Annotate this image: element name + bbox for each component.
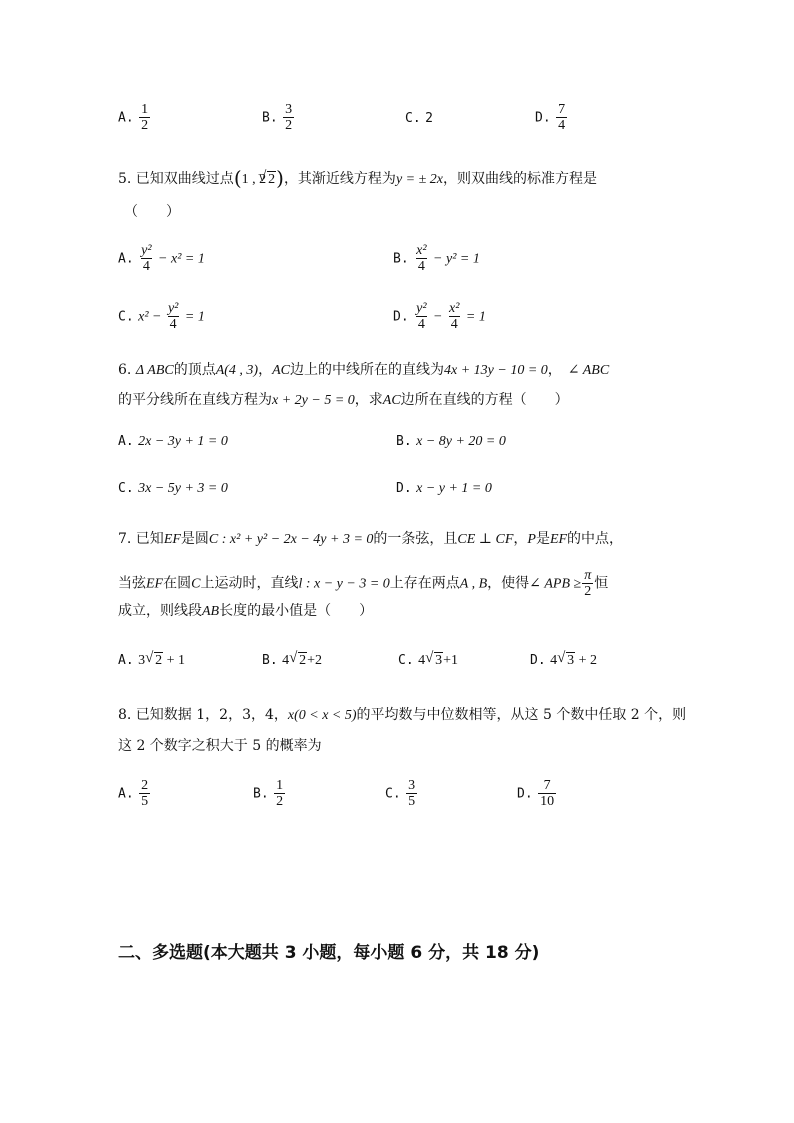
option-label: C. <box>385 786 401 802</box>
chord: EF <box>146 576 164 592</box>
option-value: 2x − 3y + 1 = 0 <box>138 434 228 449</box>
stem-text: 的平分线所在直线方程为 <box>118 392 272 408</box>
fraction <box>406 778 417 809</box>
den: 4 <box>450 317 458 332</box>
fraction: $\frac{7}{4}$ <box>558 102 566 133</box>
stem-text: 恒 <box>594 575 609 592</box>
q4-option-d <box>535 102 568 133</box>
tail: + 2 <box>575 653 598 668</box>
stem-text: 边所在直线的方程（ ） <box>400 392 569 408</box>
fraction <box>274 778 285 809</box>
fraction <box>139 778 150 809</box>
points: A , B <box>459 576 488 592</box>
q8-option-c <box>385 778 418 809</box>
q5-option-b <box>393 243 480 274</box>
den: 5 <box>141 794 149 809</box>
bisector-line: x + 2y − 5 = 0 <box>272 393 355 408</box>
circle-eq: C : x² + y² − 2x − 4y + 3 = 0 <box>208 532 374 547</box>
fraction <box>447 301 461 332</box>
stem-text: 8. 已知数据 1，2，3，4， <box>118 707 288 723</box>
triangle: Δ ABC <box>135 363 174 378</box>
point: P <box>527 532 536 547</box>
chord: EF <box>549 532 568 547</box>
q6-option-c <box>118 480 228 497</box>
option-label: A. <box>118 786 134 802</box>
radicand: 3 <box>567 653 575 668</box>
q7-option-c <box>398 652 458 669</box>
option-label: A. <box>118 653 134 668</box>
radicand: 2 <box>268 172 276 187</box>
paren: ( <box>233 166 242 190</box>
q4-option-c <box>405 110 433 126</box>
num: y² <box>141 243 152 258</box>
q7-stem-line2 <box>118 568 608 599</box>
fraction <box>414 301 428 332</box>
q8-stem-line1 <box>118 704 686 724</box>
option-value: x − 8y + 20 = 0 <box>416 434 506 449</box>
den: 4 <box>169 317 177 332</box>
stem-text: 的中点， <box>567 531 624 547</box>
stem-text: 在圆 <box>163 575 192 592</box>
num: x² <box>448 301 460 316</box>
option-label: B. <box>396 434 412 449</box>
num: 2 <box>141 778 149 793</box>
sqrt <box>298 652 307 669</box>
fraction: $\frac{1}{2}$ <box>141 102 149 133</box>
perp-condition: CE ⊥ CF <box>457 532 514 547</box>
stem-text: 长度的最小值是（ ） <box>219 603 374 619</box>
option-label: C. <box>398 653 414 668</box>
paren: ) <box>276 166 284 190</box>
q5-option-d <box>393 301 486 332</box>
stem-text: 6. <box>118 362 136 378</box>
stem-text: 上运动时，直线 <box>200 575 299 592</box>
q5-option-a <box>118 243 205 274</box>
den: 4 <box>142 259 150 274</box>
stem-text: ，求 <box>354 392 383 408</box>
stem-text: 边上的中线所在的直线为 <box>290 362 444 378</box>
segment: AC <box>382 393 401 408</box>
stem-text: ，其渐近线方程为 <box>283 171 396 187</box>
num: x² <box>416 243 427 258</box>
expr: − y² = 1 <box>429 251 480 267</box>
option-label: B. <box>262 110 278 126</box>
den: 5 <box>408 794 416 809</box>
stem-text: 的平均数与中位数相等，从这 5 个数中任取 2 个，则 <box>356 707 687 723</box>
sqrt <box>267 171 276 188</box>
stem-text: 上存在两点 <box>389 575 460 592</box>
stem-text: ，使得 <box>487 575 530 592</box>
option-label: D. <box>535 110 551 126</box>
q6-stem-line2 <box>118 389 569 409</box>
point <box>242 172 277 187</box>
option-label: B. <box>393 251 409 267</box>
q6-option-b <box>396 433 506 450</box>
sqrt <box>154 652 163 669</box>
tail: +1 <box>443 653 459 668</box>
option-label: B. <box>253 786 269 802</box>
q8-option-b <box>253 778 286 809</box>
num: 7 <box>543 778 551 793</box>
option-label: D. <box>396 481 412 496</box>
q7-stem-line1 <box>118 528 623 548</box>
fraction <box>414 243 428 274</box>
median-line: 4x + 13y − 10 = 0 <box>444 363 548 378</box>
den: 2 <box>584 584 592 599</box>
option-label: B. <box>262 653 278 668</box>
stem-text: ， <box>513 531 528 547</box>
option-value <box>550 653 597 668</box>
fraction: $\frac{3}{2}$ <box>285 102 293 133</box>
point-text: 1 , 2 <box>241 172 267 187</box>
q6-stem-line1 <box>118 359 609 379</box>
num: π <box>584 568 592 583</box>
option-value <box>418 653 458 668</box>
section-heading: 二、多选题(本大题共 3 小题，每小题 6 分，共 18 分) <box>118 943 540 963</box>
q4-option-a <box>118 102 151 133</box>
q7-option-d <box>530 652 597 669</box>
q8-option-a <box>118 778 151 809</box>
stem-text: 5. 已知双曲线过点 <box>118 171 234 187</box>
num: 3 <box>408 778 416 793</box>
fraction <box>139 243 153 274</box>
fraction <box>582 568 593 599</box>
q4-option-b <box>262 102 295 133</box>
stem-text: 是圆 <box>180 531 209 547</box>
angle: ∠ ABC <box>567 363 610 378</box>
option-value <box>282 653 322 668</box>
option-value: 3x − 5y + 3 = 0 <box>138 481 228 496</box>
stem-text: 成立，则线段 <box>118 603 202 619</box>
tail: + 1 <box>163 653 186 668</box>
sqrt <box>566 652 575 669</box>
coef: 4 <box>282 653 290 668</box>
option-value: 2 <box>425 111 433 126</box>
stem-text: ，则双曲线的标准方程是 <box>443 171 597 187</box>
expr: x² − <box>138 309 165 325</box>
option-value: x − y + 1 = 0 <box>416 481 492 496</box>
expr: = 1 <box>462 309 486 325</box>
den: 4 <box>417 317 425 332</box>
stem-text: 7. 已知 <box>118 531 164 547</box>
q5-stem <box>118 166 597 190</box>
segment: AB <box>202 604 220 619</box>
q8-stem-line2: 这 2 个数字之积大于 5 的概率为 <box>118 738 322 754</box>
option-label: C. <box>118 481 134 496</box>
sqrt <box>434 652 443 669</box>
expr: − x² = 1 <box>154 251 205 267</box>
q7-stem-line3 <box>118 600 373 620</box>
q6-option-d <box>396 480 492 497</box>
option-label: C. <box>405 111 421 126</box>
segment: AC <box>272 363 290 378</box>
stem-text: ， <box>258 362 273 378</box>
radicand: 2 <box>299 653 307 668</box>
option-label: D. <box>517 786 533 802</box>
expr: − <box>429 309 446 325</box>
q6-option-a <box>118 433 228 450</box>
q5-option-c <box>118 301 205 332</box>
stem-text: 是 <box>535 531 550 547</box>
q5-blank: （ ） <box>124 204 180 220</box>
circle: C <box>191 576 201 592</box>
q7-option-b <box>262 652 322 669</box>
stem-text: ， <box>547 362 562 378</box>
expr: = 1 <box>181 309 205 325</box>
option-label: A. <box>118 434 134 449</box>
coef: 4 <box>550 653 558 668</box>
den: 10 <box>540 794 555 809</box>
option-label: A. <box>118 110 134 126</box>
stem-text: 的一条弦，且 <box>373 531 458 547</box>
chord: EF <box>163 532 181 547</box>
option-label: A. <box>118 251 134 267</box>
angle-condition: ∠ APB ≥ <box>529 576 582 592</box>
fraction <box>538 778 556 809</box>
option-label: D. <box>393 309 409 325</box>
option-value <box>138 653 185 668</box>
fraction <box>166 301 180 332</box>
den: 2 <box>276 794 284 809</box>
x-condition: x(0 < x < 5) <box>287 708 357 723</box>
stem-text: 当弦 <box>118 575 146 592</box>
asymptote-eq: y = ± 2x <box>395 172 443 187</box>
tail: +2 <box>307 653 323 668</box>
line-eq: l : x − y − 3 = 0 <box>298 576 390 592</box>
coef: 3 <box>138 653 146 668</box>
option-label: D. <box>530 653 546 668</box>
point-a: A(4 , 3) <box>215 363 259 378</box>
num: y² <box>167 301 179 316</box>
den: 4 <box>417 259 425 274</box>
stem-text: 的顶点 <box>173 362 216 378</box>
q7-option-a <box>118 652 185 669</box>
option-label: C. <box>118 309 134 325</box>
coef: 4 <box>418 653 426 668</box>
num: y² <box>416 301 427 316</box>
q8-option-d <box>517 778 557 809</box>
num: 1 <box>276 778 284 793</box>
radicand: 3 <box>435 653 443 668</box>
radicand: 2 <box>155 653 163 668</box>
